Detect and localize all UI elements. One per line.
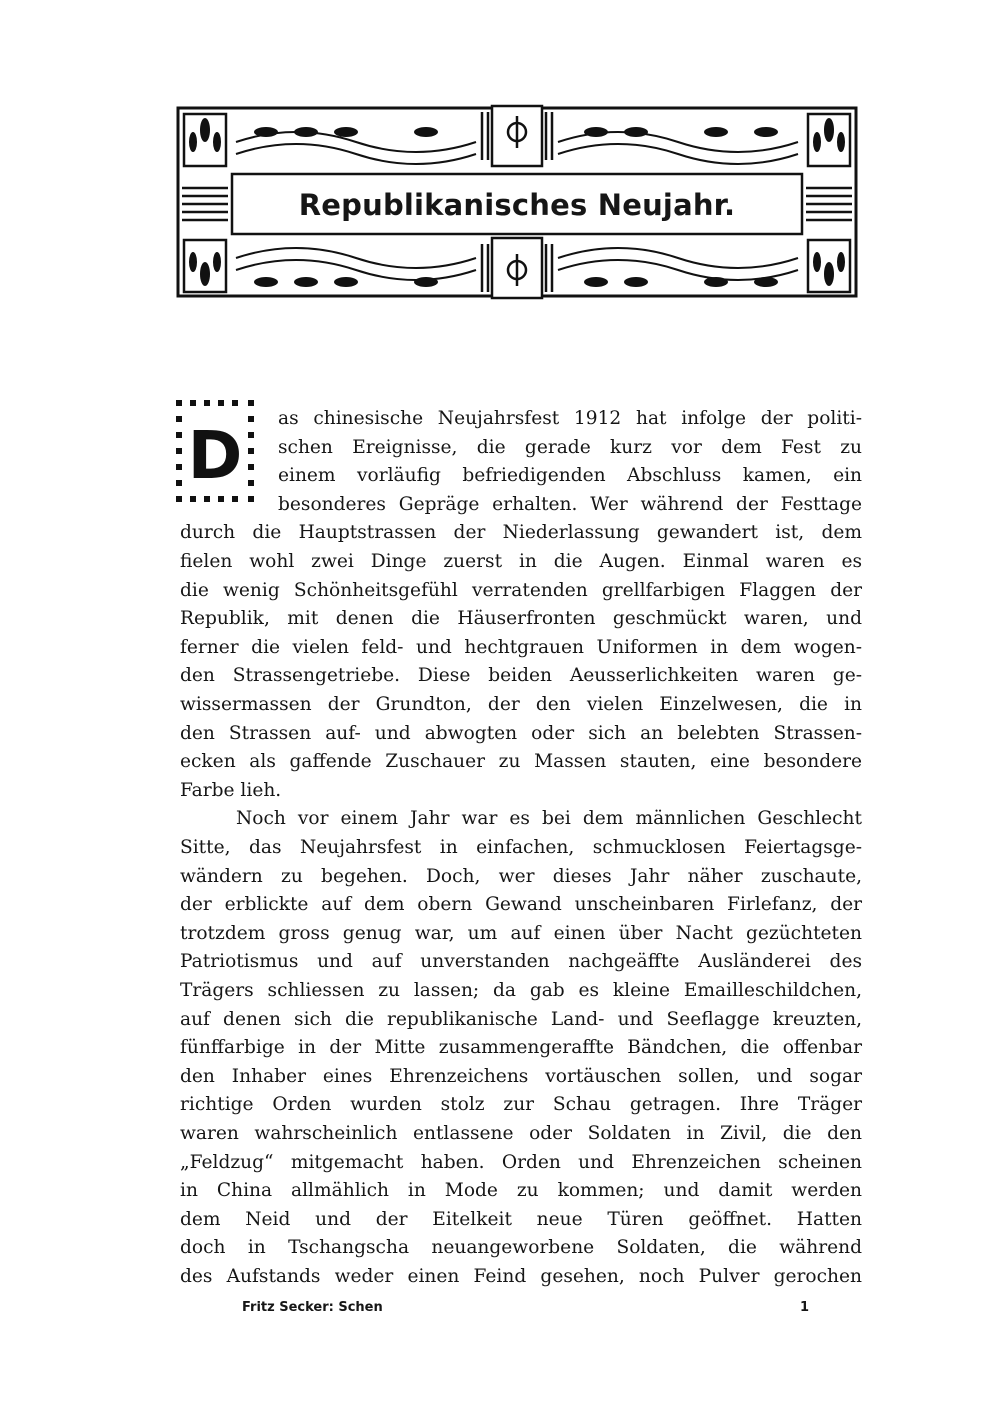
footer-signature: Fritz Secker: Schen xyxy=(242,1300,383,1315)
text-line: ecken als gaffende Zuschauer zu Massen stauten, eine besondere xyxy=(180,751,862,773)
text-line: einem vorläufig befriedigenden Abschluss kamen, ein xyxy=(278,465,862,487)
text-line: richtige Orden wurden stolz zur Schau getragen. Ihre Träger xyxy=(180,1094,862,1116)
text-line: wändern zu begehen. Doch, wer dieses Jahr näher zuschaute, xyxy=(180,865,862,887)
text-line: Farbe lieh. xyxy=(180,779,282,801)
text-line: dem Neid und der Eitelkeit neue Türen geöffnet. Hatten xyxy=(180,1208,862,1230)
dropcap-letter xyxy=(176,400,258,504)
text-line: schen Ereignisse, die gerade kurz vor dem Fest zu xyxy=(278,436,862,458)
text-line: Republik, mit denen die Häuserfronten geschmückt waren, und xyxy=(180,608,862,630)
text-line: den Inhaber eines Ehrenzeichens vortäuschen sollen, und sogar xyxy=(180,1065,862,1087)
text-line: waren wahrscheinlich entlassene oder Soldaten in Zivil, die den xyxy=(180,1123,862,1144)
text-line: den Strassen auf- und abwogten oder sich an belebten Strassen- xyxy=(180,722,862,744)
dropcap-glyph: D xyxy=(187,417,243,494)
page-number: 1 xyxy=(800,1300,810,1315)
text-line: Sitte, das Neujahrsfest in einfachen, schmucklosen Feiertagsge- xyxy=(180,837,862,858)
text-line: Trägers schliessen zu lassen; da gab es kleine Emailleschildchen, xyxy=(180,980,862,1001)
text-line: Noch vor einem Jahr war es bei dem männlichen Geschlecht xyxy=(236,808,862,830)
text-line: ferner die vielen feld- und hechtgrauen Uniformen in dem wogen- xyxy=(180,636,862,658)
text-line: „Feldzug“ mitgemacht haben. Orden und Ehrenzeichen scheinen xyxy=(180,1151,862,1173)
text-line: durch die Hauptstrassen der Niederlassung gewandert ist, dem xyxy=(180,522,862,544)
text-line: der erblickte auf dem obern Gewand unscheinbaren Firlefanz, der xyxy=(180,894,862,916)
text-line: den Strassengetriebe. Diese beiden Aeusserlichkeiten waren ge- xyxy=(180,665,862,687)
text-line: besonderes Gepräge erhalten. Wer während der Festtage xyxy=(278,493,862,515)
text-line: fünffarbige in der Mitte zusammengeraffte Bändchen, die offenbar xyxy=(180,1037,862,1059)
chapter-title: Republikanisches Neujahr. xyxy=(298,188,736,222)
text-line: wissermassen der Grundton, der den vielen Einzelwesen, die in xyxy=(180,694,862,715)
text-line: doch in Tschangscha neuangeworbene Soldaten, die während xyxy=(180,1237,862,1259)
text-line: trotzdem gross genug war, um auf einen über Nacht gezüchteten xyxy=(180,922,862,944)
text-line: fielen wohl zwei Dinge zuerst in die Augen. Einmal waren es xyxy=(180,551,862,572)
text-line: in China allmählich in Mode zu kommen; und damit werden xyxy=(180,1180,862,1202)
text-line: auf denen sich die republikanische Land- und Seeflagge kreuzten, xyxy=(180,1008,862,1030)
text-line: as chinesische Neujahrsfest 1912 hat infolge der politi- xyxy=(278,408,862,429)
text-line: die wenig Schönheitsgefühl verratenden grellfarbigen Flaggen der xyxy=(180,579,862,601)
text-line: Patriotismus und auf unverstanden nachgeäffte Ausländerei des xyxy=(180,951,862,973)
text-line: des Aufstands weder einen Feind gesehen, noch Pulver gerochen xyxy=(180,1266,862,1287)
